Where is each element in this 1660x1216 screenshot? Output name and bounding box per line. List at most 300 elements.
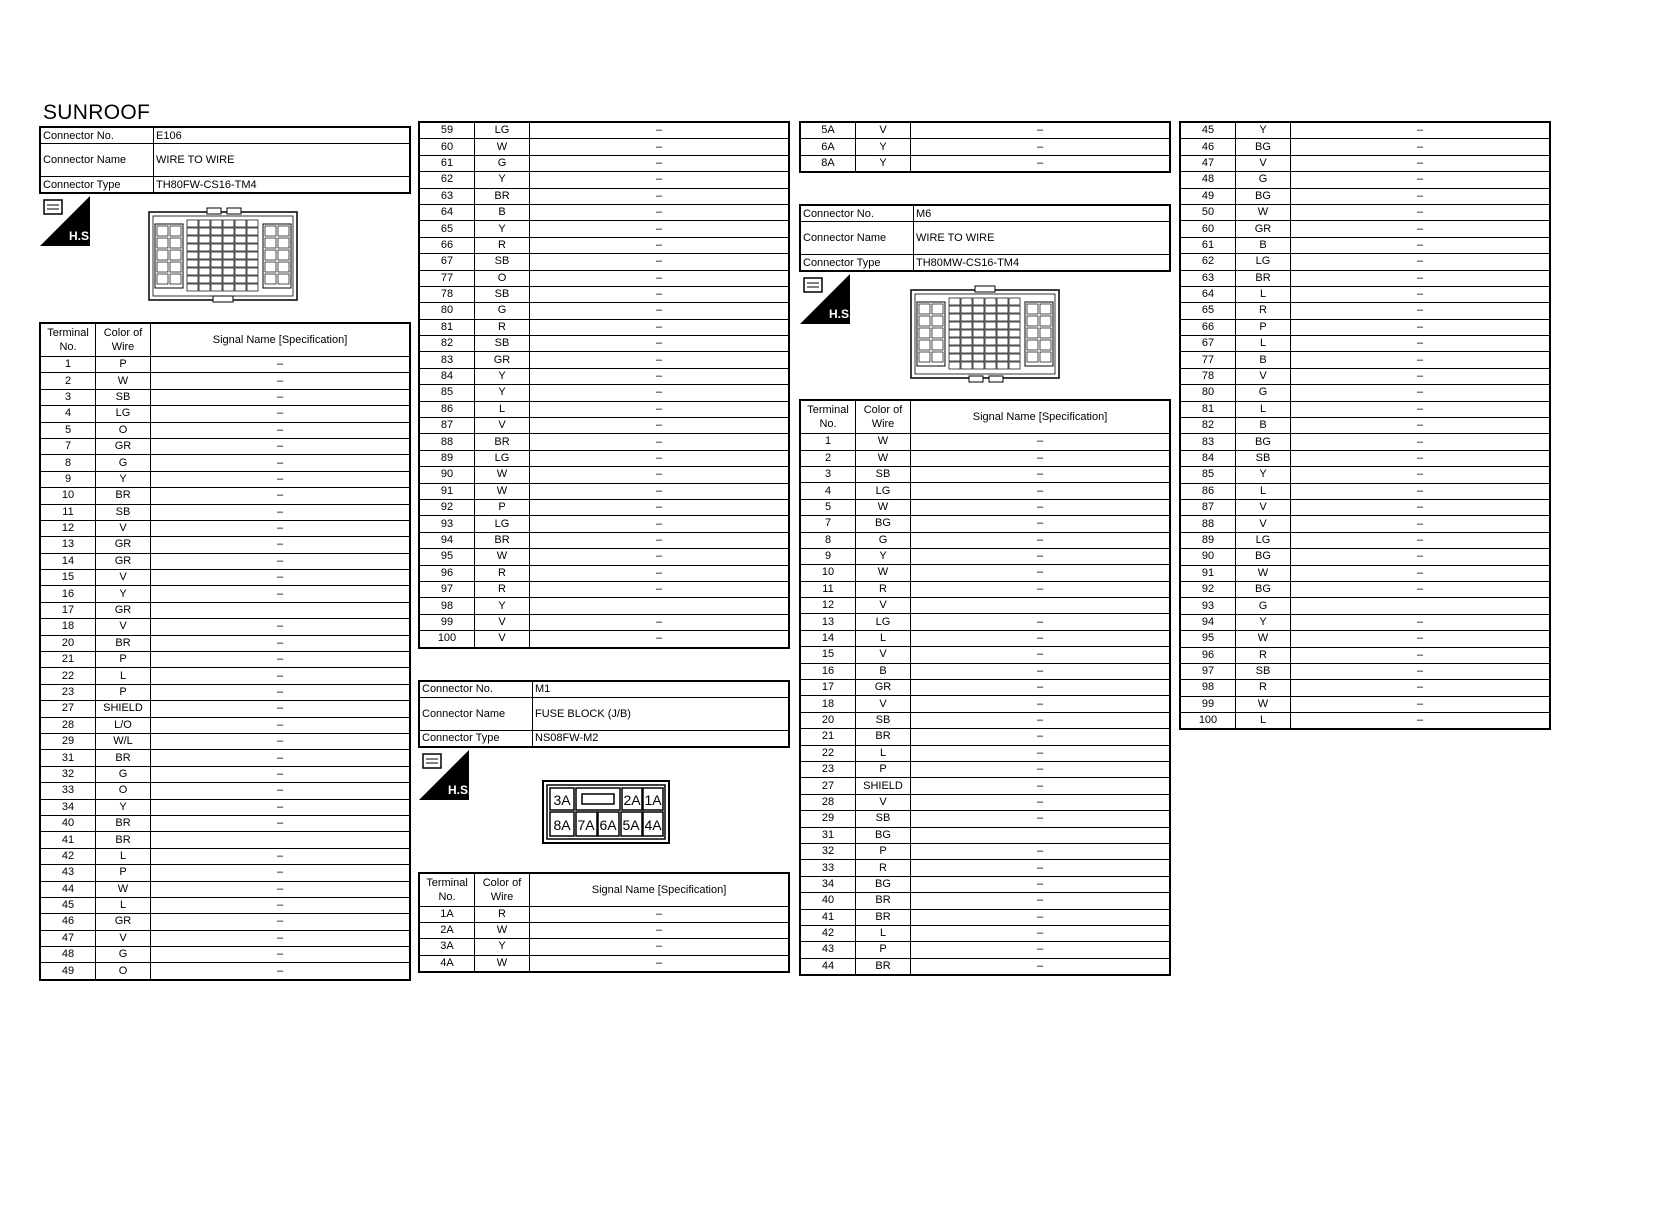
table-row	[800, 876, 1170, 892]
table-row	[800, 499, 1170, 515]
signal-name-cell: –	[1291, 204, 1551, 220]
wire-color-cell: BR	[856, 729, 911, 745]
terminal-no-cell: 96	[419, 565, 475, 581]
wire-color-cell: P	[1236, 319, 1291, 335]
table-row	[1180, 565, 1550, 581]
table-row	[800, 811, 1170, 827]
terminal-no-cell: 31	[800, 827, 856, 843]
terminal-no-cell: 66	[419, 237, 475, 253]
terminal-no-cell: 81	[419, 319, 475, 335]
wire-color-cell: V	[96, 520, 151, 536]
signal-name-cell: –	[530, 270, 790, 286]
connector-info-m6	[799, 204, 1171, 272]
table-row	[1180, 172, 1550, 188]
table-row	[800, 647, 1170, 663]
wire-color-cell: R	[475, 319, 530, 335]
wire-color-cell: SB	[856, 466, 911, 482]
connector-no-value: M1	[533, 681, 790, 698]
terminal-no-cell: 93	[419, 516, 475, 532]
table-row	[419, 368, 789, 384]
wire-color-cell: V	[1236, 499, 1291, 515]
column-2	[418, 121, 790, 973]
terminal-no-cell: 18	[40, 619, 96, 635]
terminal-no-cell: 48	[40, 947, 96, 963]
wire-color-cell: SB	[475, 286, 530, 302]
signal-name-cell: –	[1291, 565, 1551, 581]
signal-name-cell: –	[911, 614, 1171, 630]
signal-name-cell: –	[151, 619, 411, 635]
table-row	[40, 914, 410, 930]
table-row	[40, 537, 410, 553]
terminal-no-cell: 45	[40, 897, 96, 913]
table-row	[1180, 139, 1550, 155]
table-row	[419, 221, 789, 237]
table-row	[1180, 401, 1550, 417]
table-row	[419, 549, 789, 565]
terminal-no-cell: 83	[419, 352, 475, 368]
connector-type-label: Connector Type	[419, 730, 533, 747]
color-header: Color of Wire	[856, 400, 911, 434]
terminal-no-cell: 65	[1180, 303, 1236, 319]
table-row	[40, 619, 410, 635]
terminal-no-cell: 84	[419, 368, 475, 384]
terminal-no-cell: 33	[800, 860, 856, 876]
wire-color-cell: P	[96, 684, 151, 700]
terminal-no-cell: 95	[1180, 631, 1236, 647]
wire-color-cell: GR	[96, 438, 151, 454]
wire-color-cell: W	[475, 922, 530, 938]
wire-color-cell: LG	[475, 516, 530, 532]
table-row	[40, 373, 410, 389]
signal-name-cell: –	[911, 434, 1171, 450]
signal-name-cell: –	[1291, 336, 1551, 352]
terminal-no-cell: 14	[40, 553, 96, 569]
terminal-no-cell: 89	[419, 450, 475, 466]
terminal-no-cell: 29	[40, 733, 96, 749]
cavity-label: 5A	[622, 816, 640, 833]
signal-name-cell: –	[911, 860, 1171, 876]
table-row	[1180, 188, 1550, 204]
terminal-no-cell: 93	[1180, 598, 1236, 614]
wire-color-cell: Y	[856, 139, 911, 155]
table-row	[40, 848, 410, 864]
signal-name-cell: –	[530, 516, 790, 532]
terminal-no-cell: 81	[1180, 401, 1236, 417]
terminal-no-cell: 46	[1180, 139, 1236, 155]
signal-name-cell: –	[911, 680, 1171, 696]
wire-color-cell: BR	[1236, 270, 1291, 286]
wire-color-cell: L	[1236, 401, 1291, 417]
signal-name-cell: –	[911, 942, 1171, 958]
signal-name-cell: –	[1291, 516, 1551, 532]
wire-color-cell: V	[856, 598, 911, 614]
signal-name-cell: –	[1291, 352, 1551, 368]
signal-name-cell: –	[151, 815, 411, 831]
signal-name-cell: –	[530, 906, 790, 922]
terminal-no-cell: 3	[800, 466, 856, 482]
wire-color-cell: BG	[856, 876, 911, 892]
wire-color-cell: V	[96, 570, 151, 586]
table-row	[40, 815, 410, 831]
terminal-no-cell: 77	[1180, 352, 1236, 368]
signal-name-cell: –	[530, 939, 790, 955]
signal-name-cell: –	[530, 955, 790, 972]
connector-figure-e106	[39, 194, 411, 322]
terminal-no-cell: 8	[800, 532, 856, 548]
wire-color-cell: SHIELD	[856, 778, 911, 794]
table-row	[419, 631, 789, 648]
wire-color-cell: V	[475, 418, 530, 434]
terminal-no-cell: 97	[419, 581, 475, 597]
wire-color-cell: V	[475, 614, 530, 630]
table-row	[40, 783, 410, 799]
signal-name-cell: –	[151, 389, 411, 405]
table-row	[800, 483, 1170, 499]
signal-name-cell: –	[151, 963, 411, 980]
table-row	[419, 401, 789, 417]
wire-color-cell: L	[1236, 483, 1291, 499]
table-row	[800, 843, 1170, 859]
table-row	[800, 434, 1170, 450]
terminal-no-cell: 7	[40, 438, 96, 454]
signal-header: Signal Name [Specification]	[530, 873, 790, 907]
terminal-no-cell: 67	[419, 254, 475, 270]
terminal-no-cell: 8A	[800, 155, 856, 172]
table-row	[800, 155, 1170, 172]
signal-name-cell: –	[1291, 188, 1551, 204]
cavity-label: 4A	[644, 816, 662, 833]
wire-color-cell: LG	[475, 450, 530, 466]
table-row	[419, 352, 789, 368]
wire-color-cell: P	[96, 652, 151, 668]
wire-color-cell: GR	[96, 537, 151, 553]
signal-name-cell: –	[151, 799, 411, 815]
wire-color-cell: W	[475, 483, 530, 499]
terminal-no-cell: 15	[800, 647, 856, 663]
wire-color-cell: V	[1236, 155, 1291, 171]
wire-color-cell: BR	[856, 909, 911, 925]
table-row	[40, 930, 410, 946]
signal-name-cell: –	[151, 717, 411, 733]
terminal-rows	[419, 906, 789, 972]
terminal-no-header: Terminal No.	[800, 400, 856, 434]
wire-color-cell: W	[475, 549, 530, 565]
signal-name-cell: –	[530, 368, 790, 384]
terminal-no-cell: 88	[419, 434, 475, 450]
table-row	[419, 450, 789, 466]
table-row	[40, 422, 410, 438]
wire-color-cell: W	[856, 565, 911, 581]
signal-name-cell: –	[1291, 237, 1551, 253]
terminal-no-cell: 64	[419, 204, 475, 220]
wire-color-cell: V	[1236, 516, 1291, 532]
signal-name-cell: –	[1291, 499, 1551, 515]
wire-color-cell: L/O	[96, 717, 151, 733]
wire-color-cell: Y	[96, 586, 151, 602]
table-row	[40, 635, 410, 651]
table-row	[40, 947, 410, 963]
signal-name-cell: –	[530, 139, 790, 155]
wire-color-cell: P	[96, 357, 151, 373]
wire-color-cell: BG	[1236, 549, 1291, 565]
signal-name-cell: –	[911, 155, 1171, 172]
signal-name-cell: –	[151, 947, 411, 963]
table-row	[40, 438, 410, 454]
table-row	[1180, 532, 1550, 548]
table-row	[1180, 598, 1550, 614]
terminal-no-cell: 60	[419, 139, 475, 155]
signal-name-cell: –	[1291, 270, 1551, 286]
signal-name-cell: –	[911, 876, 1171, 892]
signal-name-cell: –	[911, 548, 1171, 564]
terminal-no-cell: 22	[800, 745, 856, 761]
wire-color-cell: G	[856, 532, 911, 548]
signal-name-cell: –	[530, 922, 790, 938]
wire-color-cell: BR	[96, 815, 151, 831]
wire-color-cell: SB	[1236, 663, 1291, 679]
wire-color-cell: L	[856, 925, 911, 941]
wire-color-cell: B	[1236, 237, 1291, 253]
table-row	[1180, 499, 1550, 515]
terminal-no-cell: 1	[40, 357, 96, 373]
terminal-no-cell: 33	[40, 783, 96, 799]
table-row	[419, 614, 789, 630]
wire-color-cell: W	[96, 881, 151, 897]
terminal-rows	[800, 434, 1170, 975]
signal-name-cell: –	[1291, 368, 1551, 384]
signal-name-cell: –	[530, 565, 790, 581]
connector-diagram-m1	[542, 780, 670, 844]
signal-name-cell: –	[530, 352, 790, 368]
table-row	[800, 696, 1170, 712]
signal-name-cell: –	[911, 483, 1171, 499]
table-row	[40, 520, 410, 536]
table-row	[800, 581, 1170, 597]
cavity-label: 8A	[553, 816, 571, 833]
wire-color-cell: V	[856, 122, 911, 139]
terminal-no-cell: 21	[800, 729, 856, 745]
wire-color-cell: BR	[856, 893, 911, 909]
signal-name-cell: –	[530, 467, 790, 483]
terminal-no-cell: 60	[1180, 221, 1236, 237]
table-row	[1180, 155, 1550, 171]
table-row	[419, 467, 789, 483]
terminal-table-e106-cont	[418, 121, 790, 649]
wire-color-cell: Y	[475, 598, 530, 614]
signal-name-cell: –	[530, 532, 790, 548]
table-row	[800, 761, 1170, 777]
signal-name-cell: –	[530, 221, 790, 237]
svg-text:H.S.: H.S.	[829, 307, 853, 322]
wire-color-cell: Y	[1236, 614, 1291, 630]
signal-name-cell: –	[1291, 483, 1551, 499]
wire-color-cell: BR	[96, 635, 151, 651]
table-row	[40, 865, 410, 881]
wire-color-cell: W	[96, 373, 151, 389]
table-row	[40, 389, 410, 405]
wire-color-cell: R	[1236, 647, 1291, 663]
terminal-no-cell: 12	[800, 598, 856, 614]
signal-name-cell: –	[151, 570, 411, 586]
signal-name-cell: –	[1291, 286, 1551, 302]
table-row	[40, 733, 410, 749]
terminal-no-cell: 88	[1180, 516, 1236, 532]
wire-color-cell: BG	[1236, 139, 1291, 155]
wire-color-cell: L	[1236, 286, 1291, 302]
table-row	[419, 385, 789, 401]
wire-color-cell: GR	[475, 352, 530, 368]
table-row	[800, 958, 1170, 975]
table-row	[40, 488, 410, 504]
table-row	[40, 586, 410, 602]
terminal-no-cell: 29	[800, 811, 856, 827]
wire-color-cell: O	[96, 422, 151, 438]
wire-color-cell: G	[96, 455, 151, 471]
table-row	[419, 286, 789, 302]
table-row	[800, 827, 1170, 843]
table-row	[419, 565, 789, 581]
signal-name-cell: –	[911, 581, 1171, 597]
signal-name-cell	[151, 602, 411, 618]
terminal-no-cell: 4	[800, 483, 856, 499]
table-row	[1180, 450, 1550, 466]
hs-icon	[800, 274, 853, 324]
signal-name-cell: –	[151, 635, 411, 651]
terminal-no-cell: 14	[800, 630, 856, 646]
signal-name-cell: –	[530, 254, 790, 270]
table-row	[800, 565, 1170, 581]
signal-name-cell: –	[1291, 434, 1551, 450]
signal-name-cell: –	[911, 139, 1171, 155]
wire-color-cell: BR	[856, 958, 911, 975]
wire-color-cell: LG	[96, 406, 151, 422]
table-row	[419, 204, 789, 220]
terminal-no-cell: 12	[40, 520, 96, 536]
signal-name-cell: –	[151, 357, 411, 373]
signal-name-cell: –	[530, 122, 790, 139]
table-row	[1180, 680, 1550, 696]
table-row	[1180, 663, 1550, 679]
table-row	[800, 614, 1170, 630]
wire-color-cell: L	[96, 897, 151, 913]
hs-icon	[419, 750, 472, 800]
terminal-rows	[800, 122, 1170, 172]
cavity-label: 2A	[623, 791, 641, 808]
table-row	[800, 925, 1170, 941]
wire-color-cell: W	[475, 467, 530, 483]
connector-no-label: Connector No.	[419, 681, 533, 698]
table-row	[1180, 336, 1550, 352]
signal-name-cell: –	[1291, 467, 1551, 483]
terminal-no-cell: 46	[40, 914, 96, 930]
table-row	[40, 832, 410, 848]
signal-name-cell: –	[1291, 122, 1551, 139]
table-row	[800, 745, 1170, 761]
wire-color-cell: Y	[96, 799, 151, 815]
signal-name-cell: –	[911, 811, 1171, 827]
table-row	[800, 893, 1170, 909]
wire-color-cell: Y	[475, 385, 530, 401]
terminal-no-cell: 16	[800, 663, 856, 679]
table-row	[40, 652, 410, 668]
terminal-no-cell: 32	[800, 843, 856, 859]
signal-name-cell: –	[530, 614, 790, 630]
signal-name-cell: –	[1291, 254, 1551, 270]
table-row	[419, 237, 789, 253]
terminal-no-cell: 23	[40, 684, 96, 700]
terminal-no-cell: 2A	[419, 922, 475, 938]
wire-color-cell: P	[856, 761, 911, 777]
terminal-no-cell: 49	[40, 963, 96, 980]
signal-name-cell: –	[1291, 663, 1551, 679]
signal-name-cell: –	[151, 668, 411, 684]
wire-color-cell: R	[856, 860, 911, 876]
signal-name-cell	[530, 598, 790, 614]
table-row	[419, 939, 789, 955]
signal-name-cell: –	[911, 843, 1171, 859]
connector-info-e106	[39, 126, 411, 194]
table-row	[1180, 319, 1550, 335]
signal-name-cell: –	[1291, 631, 1551, 647]
table-row	[419, 122, 789, 139]
table-row	[1180, 434, 1550, 450]
signal-name-cell: –	[530, 204, 790, 220]
signal-name-cell: –	[530, 499, 790, 515]
signal-name-cell: –	[1291, 532, 1551, 548]
wire-color-cell: R	[856, 581, 911, 597]
signal-name-cell: –	[1291, 696, 1551, 712]
signal-name-cell: –	[911, 794, 1171, 810]
wire-color-cell: BG	[1236, 434, 1291, 450]
table-row	[800, 532, 1170, 548]
terminal-no-cell: 98	[1180, 680, 1236, 696]
signal-name-cell: –	[151, 504, 411, 520]
signal-name-cell: –	[151, 471, 411, 487]
table-row	[40, 570, 410, 586]
table-row	[1180, 418, 1550, 434]
wire-color-cell: V	[856, 794, 911, 810]
signal-name-cell: –	[151, 766, 411, 782]
table-row	[1180, 254, 1550, 270]
table-row	[40, 406, 410, 422]
wire-color-cell: GR	[96, 553, 151, 569]
table-row	[419, 906, 789, 922]
table-row	[40, 504, 410, 520]
table-row	[40, 602, 410, 618]
terminal-no-cell: 80	[1180, 385, 1236, 401]
terminal-no-cell: 80	[419, 303, 475, 319]
wire-color-cell: LG	[1236, 254, 1291, 270]
table-row	[800, 548, 1170, 564]
cavity-label: 1A	[644, 791, 662, 808]
signal-name-cell: –	[1291, 172, 1551, 188]
terminal-no-cell: 10	[800, 565, 856, 581]
table-row	[419, 172, 789, 188]
signal-name-cell: –	[151, 438, 411, 454]
terminal-no-cell: 2	[40, 373, 96, 389]
signal-name-cell: –	[1291, 680, 1551, 696]
terminal-no-cell: 100	[1180, 713, 1236, 730]
wire-color-cell: L	[96, 848, 151, 864]
terminal-no-cell: 16	[40, 586, 96, 602]
terminal-no-cell: 62	[419, 172, 475, 188]
signal-name-cell: –	[1291, 549, 1551, 565]
terminal-no-cell: 43	[40, 865, 96, 881]
column-4	[1179, 121, 1551, 730]
signal-name-cell: –	[911, 958, 1171, 975]
signal-name-cell: –	[530, 434, 790, 450]
connector-type-value: NS08FW-M2	[533, 730, 790, 747]
